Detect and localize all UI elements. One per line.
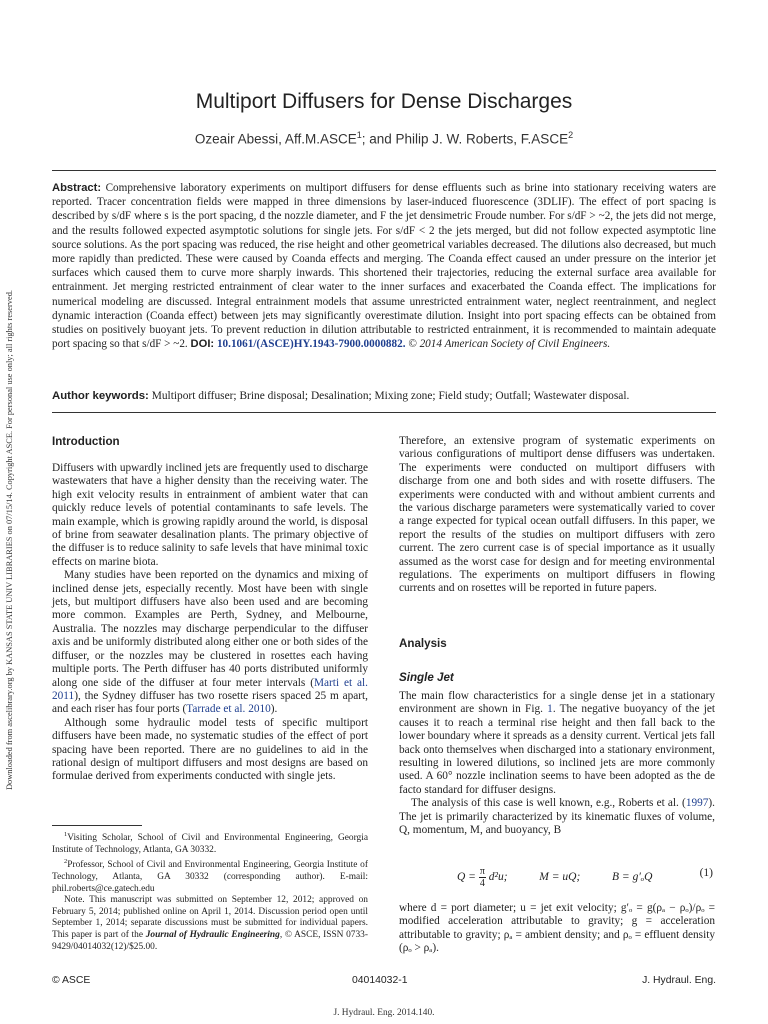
footnote-1 (52, 829, 368, 856)
eq-fraction-pi-over-4 (479, 866, 486, 889)
author-separator: ; and (361, 131, 396, 147)
abstract-top-rule (52, 170, 716, 171)
intro-paragraph-2 (52, 569, 368, 716)
footnote-1-text: Visiting Scholar, School of Civil and Environmental Engineering, Georgia Institute of Technology, Atlanta, GA 30332. (52, 833, 368, 855)
intro-paragraph-continued: Therefore, an extensive program of systematic experiments on various configurations of multiport dense diffusers was undertaken. The experiments were conducted on multiport diffusers with discharge from one and both sides and with rosette diffusers. The experiments were conducted with and without ambient currents and the various discharge parameters were systematically varied to cover a range expected for typical ocean outfall diffusers. In this paper, we report the results of the studies on multiport diffusers with zero current. The zero current case is of special importance as it usually assumed as the worst case for design and for meeting environmental regulations. The experiments on multiport diffusers in flowing currents and on rosettes will be reported in future papers. (399, 435, 715, 595)
intro-paragraph-3: Although some hydraulic model tests of specific multiport diffusers have been made, no systematic studies of the effect of port spacing have been reported. There are no guidelines to aid in the rational design of multiport diffusers and most designs are based on formulae derived from experiments conducted with single jets. (52, 716, 368, 783)
eq-frac-denominator: 4 (479, 878, 485, 889)
abstract-copyright: © 2014 American Society of Civil Engineers. (408, 338, 611, 351)
equation-1 (399, 861, 715, 891)
footnote-1-mark: 1 (64, 831, 68, 838)
sj-p2-text-b: ). The jet is primarily characterized by its kinematic fluxes of volume, Q, momentum, M, and buoyancy, B (399, 797, 715, 837)
single-jet-paragraph-2 (399, 797, 715, 837)
sj-p1-text-a: The main flow characteristics for a single dense jet in a stationary environment are shown in Fig. (399, 690, 715, 716)
subsection-heading-single-jet: Single Jet (399, 671, 454, 684)
author-line (0, 130, 768, 147)
figure-1-link[interactable]: 1 (547, 703, 553, 716)
citation-roberts-1997[interactable]: 1997 (685, 797, 709, 810)
footer-copyright: © ASCE (52, 975, 91, 986)
left-column-body (52, 462, 368, 784)
page-footer (52, 975, 716, 989)
eq-frac-numerator: π (479, 866, 485, 877)
citation-tarrade-2010[interactable]: Tarrade et al. 2010 (186, 703, 271, 716)
section-heading-introduction: Introduction (52, 435, 120, 448)
doi-label: DOI: (190, 338, 215, 351)
abstract (52, 181, 716, 351)
citation-marti-2011[interactable]: Marti et al. 2011 (52, 676, 368, 702)
footnotes (52, 829, 368, 953)
sj-p2-text-a: The analysis of this case is well known, e.g., Roberts et al. ( (411, 797, 686, 810)
intro-p2-text-a: Many studies have been reported on the dynamics and mixing of inclined dense jets, especially recently. Most have been with single jets, but multiport diffusers have also been used and are becoming more common. Examples are Perth, Sydney, and Melbourne, Australia. The nozzles may discharge perpendicular to the diffuser axis and be uniformly distributed along either one or both sides of the diffuser, or the nozzles may be clustered in rosettes each having multiple ports. The Perth diffuser has 40 ports distributed uniformly along one side of the diffuser at four meter intervals ( (52, 569, 368, 689)
footer-article-number: 04014032-1 (352, 975, 408, 986)
keywords-text: Multiport diffuser; Brine disposal; Desalination; Mixing zone; Field study; Outfall; Wastewater disposal. (151, 390, 630, 402)
keywords-label: Author keywords: (52, 390, 149, 402)
author-keywords (52, 390, 716, 402)
equation-number: (1) (699, 867, 713, 879)
section-heading-analysis: Analysis (399, 637, 447, 650)
manuscript-note (52, 895, 368, 953)
equation-body (457, 866, 652, 889)
intro-p2-text-b: ), the Sydney diffuser has two rosette risers spaced 25 m apart, and each riser has four ports ( (52, 689, 368, 716)
download-watermark (2, 200, 16, 790)
paper-title: Multiport Diffusers for Dense Discharges (195, 90, 573, 113)
author-1-affiliation-mark: 1 (356, 130, 362, 140)
sj-p1-text-b: . The negative buoyancy of the jet causes it to reach a terminal rise height and then fall back to the lower boundary where it spreads as a density current. Vertical jets fall back onto themselves when discharged into a stationary environment, resulting in lowered dilutions, so inclined jets are more commonly used. A 60° nozzle inclination seems to have been adopted as the de facto standard for diffuser designs. (399, 703, 715, 796)
author-2: Philip J. W. Roberts, F.ASCE (395, 131, 569, 147)
note-text-a: Note. This manuscript was submitted on September 12, 2012; approved on February 5, 2014; published online on April 1, 2014. Discussion period open until September 1, 2014; separate discussions must be submitted for individual papers. This paper is part of the (52, 895, 368, 940)
equation-definitions (399, 902, 715, 956)
abstract-label: Abstract: (52, 182, 102, 194)
eq-buoyancy: B = g′ₒQ (612, 871, 653, 884)
eq-momentum: M = uQ; (539, 871, 581, 884)
single-jet-paragraph-1 (399, 690, 715, 797)
intro-paragraph-1: Diffusers with upwardly inclined jets are frequently used to discharge wastewaters that have a higher density than the receiving water. The high exit velocity results in entrainment of ambient water that can quickly reduce levels of potential contaminants to safe levels. The main example, which is growing rapidly around the world, is disposal of brine from seawater desalination plants. The primary objective of the diffuser is to reduce salinity to safe levels that have minimal toxic effects on marine biota. (52, 462, 368, 568)
right-column-continuation (399, 435, 715, 596)
intro-p2-text-c: ). (270, 703, 278, 716)
eq-q-lhs: Q = (457, 871, 479, 884)
abstract-text: Comprehensive laboratory experiments on multiport diffusers for dense effluents such as brine into stationary receiving waters are reported. Tracer concentration fields were mapped in three dimensions by laser-induced fluorescence (3DLIF). The effect of port spacing is described by s/dF where s is the port spacing, d the nozzle diameter, and F the jet densimetric Froude number. For s/dF > ~2, the jets did not merge, and the results followed expected asymptotic solutions for single jets. For s/dF < 2 the jets merged, but did not follow expected asymptotic line source solutions. As the port spacing was reduced, the rise height and other geometrical variables decreased. The dilutions also decreased, but much more rapidly than predicted. These were caused by Coanda effects and merging. The Coanda effect caused an under pressure on the interior jet surfaces which caused them to curve more sharply inwards. This shortened their trajectories, reducing the external surface area available for entrainment. Jet merging restricted entrainment of clear water to the inner surfaces and exacerbated the Coanda effect. The implications for numerical modeling are discussed. Integral entrainment models that assume unrestricted entrainment water, neglect reentrainment, and neglect dynamic interaction (Coanda effect) between jets may significantly overestimate dilution. Insight into port spacing effects can be obtained from studies on positively buoyant jets. To prevent reduction in dilution attributable to restricted entrainment, it is recommended to maintain adequate port spacing so that s/dF > ~2. (52, 182, 717, 351)
keywords-bottom-rule (52, 412, 716, 413)
eq-q-rhs: d²u; (488, 871, 508, 884)
author-2-affiliation-mark: 2 (568, 130, 574, 140)
note-text-b: , © ASCE, ISSN 0733-9429/04014032(12)/$25.00. (52, 930, 368, 952)
footnote-2-text: Professor, School of Civil and Environmental Engineering, Georgia Institute of Technology, Atlanta, GA 30332 (corresponding author). E-mail: phil.roberts@ce.gatech.edu (52, 860, 368, 894)
bottom-citation: J. Hydraul. Eng. 2014.140. (333, 1008, 435, 1018)
doi-link[interactable]: 10.1061/(ASCE)HY.1943-7900.0000882. (216, 338, 406, 351)
author-1: Ozeair Abessi, Aff.M.ASCE (194, 131, 357, 147)
footnote-2-mark: 2 (64, 858, 68, 866)
download-notice-text: Downloaded from ascelibrary.org by KANSAS STATE UNIV LIBRARIES on 07/15/14. Copyright ASCE. For personal use only; all rights reserved. (5, 290, 14, 790)
footnote-2 (52, 856, 368, 895)
footnote-rule (52, 825, 142, 826)
definitions-paragraph: where d = port diameter; u = jet exit velocity; g′ₒ = g(ρₐ − ρₒ)/ρₒ = modified acceleration attributable to gravity; g = acceleration attributable to gravity; ρₐ = ambient density; and ρₒ = effluent density (ρₒ > ρₐ). (399, 902, 715, 955)
footer-journal: J. Hydraul. Eng. (642, 975, 716, 986)
journal-name: Journal of Hydraulic Engineering (145, 930, 280, 940)
single-jet-body (399, 690, 715, 837)
